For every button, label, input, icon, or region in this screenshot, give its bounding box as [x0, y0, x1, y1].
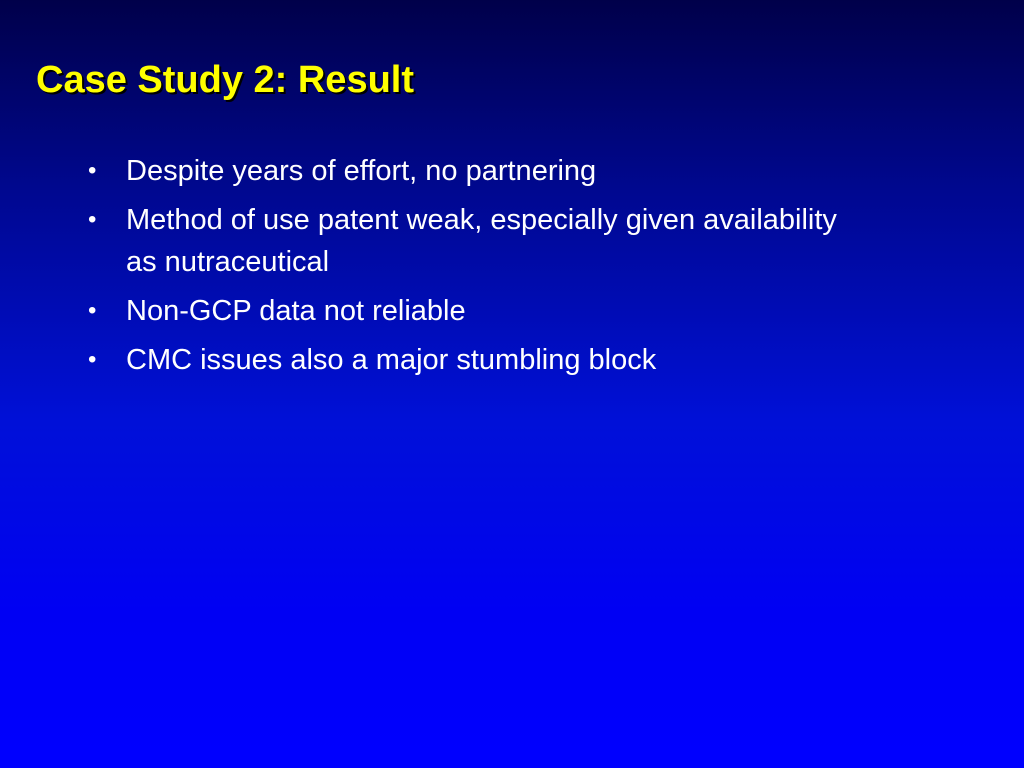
list-item: [88, 150, 848, 192]
bullet-text: Despite years of effort, no partnering: [126, 155, 597, 187]
slide-title: Case Study 2: Result: [36, 59, 414, 101]
bullet-marker: •: [88, 157, 97, 184]
bullet-list: [88, 150, 848, 388]
bullet-marker: •: [88, 346, 97, 373]
list-item: [88, 290, 848, 332]
bullet-text: Method of use patent weak, especially given availability as nutraceutical: [126, 204, 837, 278]
bullet-marker: •: [88, 206, 97, 233]
bullet-text: CMC issues also a major stumbling block: [126, 344, 657, 376]
bullet-text: Non-GCP data not reliable: [126, 295, 466, 327]
list-item: [88, 199, 848, 283]
list-item: [88, 339, 848, 381]
bullet-marker: •: [88, 297, 97, 324]
